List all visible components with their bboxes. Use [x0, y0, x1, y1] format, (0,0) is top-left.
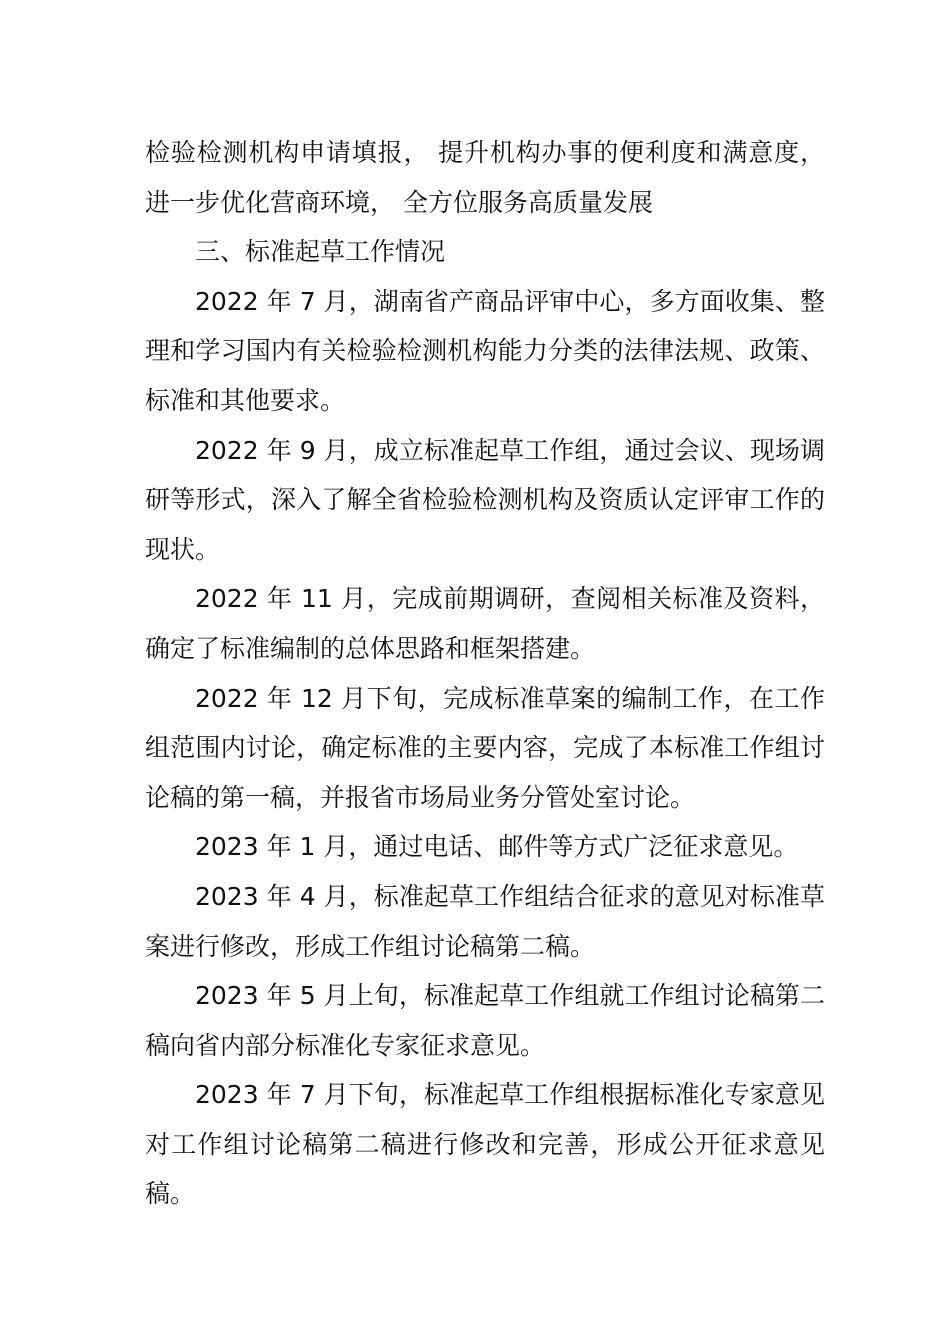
paragraph-2022-09: 2022 年 9 月，成立标准起草工作组，通过会议、现场调研等形式，深入了解全省检验检测机构及资质认定评审工作的现状。 [145, 435, 825, 564]
paragraph-intro-continuation: 检验检测机构申请填报， 提升机构办事的便利度和满意度， 进一步优化营商环境， 全方位服务高质量发展 [145, 138, 825, 217]
paragraph-2022-12: 2022 年 12 月下旬，完成标准草案的编制工作，在工作组范围内讨论，确定标准的主要内容，完成了本标准工作组讨论稿的第一稿，并报省市场局业务分管处室讨论。 [145, 683, 825, 812]
document-body [145, 128, 825, 1219]
section-heading: 三、标准起草工作情况 [195, 237, 446, 267]
paragraph-2022-11: 2022 年 11 月，完成前期调研，查阅相关标准及资料，确定了标准编制的总体思路和框架搭建。 [145, 584, 825, 663]
paragraph-2023-07: 2023 年 7 月下旬，标准起草工作组根据标准化专家意见对工作组讨论稿第二稿进行修改和完善，形成公开征求意见稿。 [145, 1080, 825, 1209]
paragraph-2023-01: 2023 年 1 月，通过电话、邮件等方式广泛征求意见。 [195, 832, 799, 862]
paragraph-2023-05: 2023 年 5 月上旬，标准起草工作组就工作组讨论稿第二稿向省内部分标准化专家征求意见。 [145, 981, 825, 1060]
paragraph-2022-07: 2022 年 7 月，湖南省产商品评审中心，多方面收集、整理和学习国内有关检验检测机构能力分类的法律法规、政策、标准和其他要求。 [145, 286, 825, 415]
paragraph-2023-04: 2023 年 4 月，标准起草工作组结合征求的意见对标准草案进行修改，形成工作组讨论稿第二稿。 [145, 881, 825, 961]
